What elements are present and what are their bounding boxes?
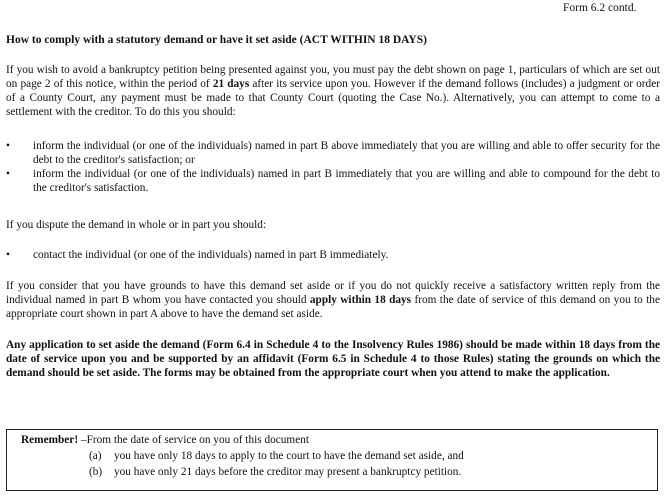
- application-paragraph: Any application to set aside the demand (Form 6.4 in Schedule 4 to the Insolvency Rules 1986) should be made within 18 days from the date of service upon you and be supported by an affidavit (Form 6.5 in Schedule 4 to those Rules) stating the grounds on which the demand should be set aside. The forms may be obtained from the appropriate court when you attend to make the application.: [6, 339, 660, 379]
- remember-item-text: you have only 21 days before the creditor may present a bankruptcy petition.: [114, 466, 462, 478]
- dispute-paragraph: If you dispute the demand in whole or in part you should:: [6, 219, 267, 231]
- intro-paragraph: [6, 64, 660, 120]
- dispute-options-list: [6, 249, 660, 263]
- remember-intro-text: –From the date of service on you of this document: [78, 434, 310, 446]
- remember-item-index: (b): [89, 466, 103, 478]
- section-heading: How to comply with a statutory demand or have it set aside (ACT WITHIN 18 DAYS): [6, 34, 427, 46]
- form-reference: Form 6.2 contd.: [563, 2, 637, 14]
- remember-item-b: [89, 466, 461, 480]
- remember-item-index: (a): [89, 450, 102, 462]
- list-item-text: inform the individual (or one of the individuals) named in part B immediately that you are willing and able to compound for the debt to the creditor's satisfaction.: [33, 167, 660, 194]
- settlement-options-list: [6, 140, 660, 196]
- set-aside-bold-deadline: apply within 18 days: [309, 293, 412, 306]
- intro-bold-deadline: 21 days: [212, 77, 250, 90]
- list-item-text: inform the individual (or one of the individuals) named in part B above immediately that you are willing and able to offer security for the debt to the creditor's satisfaction; or: [33, 140, 660, 166]
- bullet-icon: •: [6, 167, 10, 180]
- intro-text-b: after its service upon you. However if the demand follows (includes) a judgment or order of a County Court, any payment must be made to that County Court (quoting the Case No.). Alternatively, you can attempt to come to a settlement with the creditor. To do this you should:: [6, 77, 660, 118]
- remember-item-text: you have only 18 days to apply to the court to have the demand set aside, and: [114, 450, 464, 462]
- remember-box: [6, 429, 658, 491]
- set-aside-paragraph: [6, 280, 660, 322]
- list-item: [6, 249, 660, 263]
- remember-item-a: [89, 450, 464, 464]
- bullet-icon: •: [6, 249, 10, 261]
- intro-text-a: If you wish to avoid a bankruptcy petition being presented against you, you must pay the debt shown on page 1, particulars of which are set out on page 2 of this notice, within the period of: [6, 64, 660, 90]
- remember-label: Remember!: [21, 434, 79, 446]
- list-item: [6, 140, 660, 168]
- set-aside-text-b: from the date of service of this demand on you to the appropriate court shown in part A above to have the demand set aside.: [6, 293, 660, 320]
- bullet-icon: •: [6, 140, 10, 152]
- list-item: [6, 168, 660, 196]
- set-aside-text-a: If you consider that you have grounds to have this demand set aside or if you do not quickly receive a satisfactory written reply from the individual named in part B whom you have contacted you should: [6, 280, 660, 306]
- remember-intro: [21, 434, 309, 448]
- list-item-text: contact the individual (or one of the individuals) named in part B immediately.: [33, 249, 389, 261]
